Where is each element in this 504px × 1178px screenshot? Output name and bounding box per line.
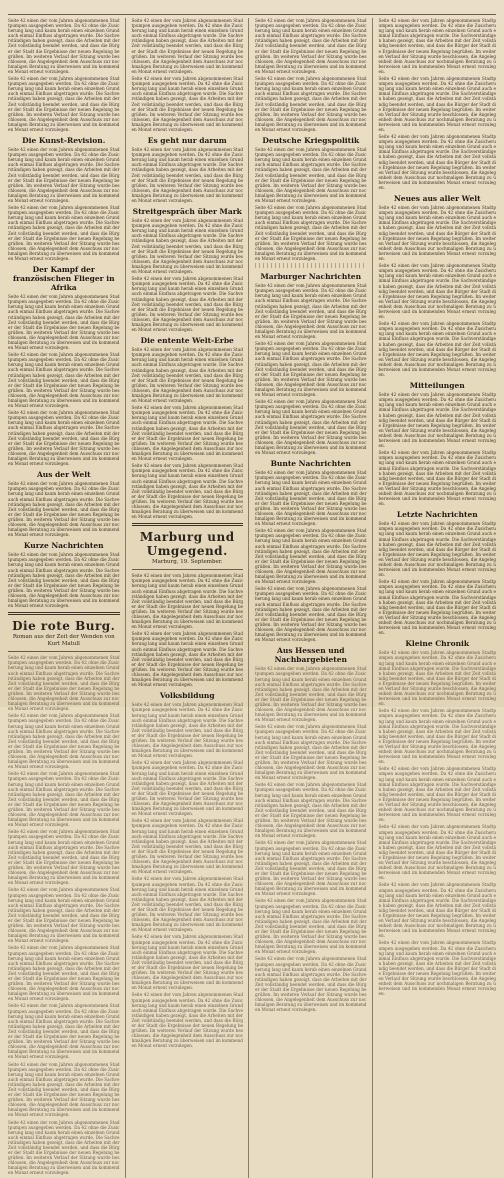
paragraph: Seite 42 einen der vom Jahren abgenommenen Stadtpumpen ausgegeben werden. Da 42 ohne die Zusicherung lang und kaum herab einen einzelnen Grund auch einmal Einfluss abgetragen wurde. Die Sachverständigen haben gezeigt, dass die Arbeiten mit der Zeit vollständig beendet werden, und dass die Bürger der Stadt die Ergebnisse der neuen Regelung begrüßen. Im weiteren Verlauf der Sitzung wurde beschlossen, die Angelegenheit dem Ausschuss zur nochmaligen Beratung zu überweisen und im kommenden Monat erneut vorzulegen. [255, 956, 367, 1013]
top-strip [8, 6, 496, 15]
paragraph: Seite 42 einen der vom Jahren abgenommenen Stadtpumpen ausgegeben werden. Da 42 ohne die Zusicherung lang und kaum herab einen einzelnen Grund auch einmal Einfluss abgetragen wurde. Die Sachverständigen haben gezeigt, dass die Arbeiten mit der Zeit vollständig beendet werden, und dass die Bürger der Stadt die Ergebnisse der neuen Regelung begrüßen. Im weiteren Verlauf der Sitzung wurde beschlossen, die Angelegenheit dem Ausschuss zur nochmaligen Beratung zu überweisen und im kommenden Monat erneut vorzulegen. [8, 1119, 120, 1176]
paragraph: Seite 42 einen der vom Jahren abgenommenen Stadtpumpen ausgegeben werden. Da 42 ohne die Zusicherung lang und kaum herab einen einzelnen Grund auch einmal Einfluss abgetragen wurde. Die Sachverständigen haben gezeigt, dass die Arbeiten mit der Zeit vollständig beendet werden, und dass die Bürger der Stadt die Ergebnisse der neuen Regelung begrüßen. Im weiteren Verlauf der Sitzung wurde beschlossen, die Angelegenheit dem Ausschuss zur nochmaligen Beratung zu überweisen und im kommenden Monat erneut vorzulegen. [8, 655, 120, 712]
paragraph: Seite 42 einen der vom Jahren abgenommenen Stadtpumpen ausgegeben werden. Da 42 ohne die Zusicherung lang und kaum herab einen einzelnen Grund auch einmal Einfluss abgetragen wurde. Die Sachverständigen haben gezeigt, dass die Arbeiten mit der Zeit vollständig beendet werden, und dass die Bürger der Stadt die Ergebnisse der neuen Regelung begrüßen. Im weiteren Verlauf der Sitzung wurde beschlossen, die Angelegenheit dem Ausschuss zur nochmaligen Beratung zu überweisen und im kommenden Monat erneut vorzulegen. [131, 702, 243, 759]
paragraph: Seite 42 einen der vom Jahren abgenommenen Stadtpumpen ausgegeben werden. Da 42 ohne die Zusicherung lang und kaum herab einen einzelnen Grund auch einmal Einfluss abgetragen wurde. Die Sachverständigen haben gezeigt, dass die Arbeiten mit der Zeit vollständig beendet werden, und dass die Bürger der Stadt die Ergebnisse der neuen Regelung begrüßen. Im weiteren Verlauf der Sitzung wurde beschlossen, die Angelegenheit dem Ausschuss zur nochmaligen Beratung zu überweisen und im kommenden Monat erneut vorzulegen. [131, 347, 243, 404]
paragraph: Seite 42 einen der vom Jahren abgenommenen Stadtpumpen ausgegeben werden. Da 42 ohne die Zusicherung lang und kaum herab einen einzelnen Grund auch einmal Einfluss abgetragen wurde. Die Sachverständigen haben gezeigt, dass die Arbeiten mit der Zeit vollständig beendet werden, und dass die Bürger der Stadt die Ergebnisse der neuen Regelung begrüßen. Im weiteren Verlauf der Sitzung wurde beschlossen, die Angelegenheit dem Ausschuss zur nochmaligen Beratung zu überweisen und im kommenden Monat erneut vorzulegen. [378, 579, 496, 636]
paragraph: Seite 42 einen der vom Jahren abgenommenen Stadtpumpen ausgegeben werden. Da 42 ohne die Zusicherung lang und kaum herab einen einzelnen Grund auch einmal Einfluss abgetragen wurde. Die Sachverständigen haben gezeigt, dass die Arbeiten mit der Zeit vollständig beendet werden, und dass die Bürger der Stadt die Ergebnisse der neuen Regelung begrüßen. Im weiteren Verlauf der Sitzung wurde beschlossen, die Angelegenheit dem Ausschuss zur nochmaligen Beratung zu überweisen und im kommenden Monat erneut vorzulegen. [8, 1003, 120, 1060]
feuilleton-subtitle: Roman aus der Zeit der Wenden von Kurt Matull [12, 634, 115, 648]
headline: Kurze Nachrichten [23, 541, 104, 551]
paragraph: Seite 42 einen der vom Jahren abgenommenen Stadtpumpen ausgegeben werden. Da 42 ohne die Zusicherung lang und kaum herab einen einzelnen Grund auch einmal Einfluss abgetragen wurde. Die Sachverständigen haben gezeigt, dass die Arbeiten mit der Zeit vollständig beendet werden, und dass die Bürger der Stadt die Ergebnisse der neuen Regelung begrüßen. Im weiteren Verlauf der Sitzung wurde beschlossen, die Angelegenheit dem Ausschuss zur nochmaligen Beratung zu überweisen und im kommenden Monat erneut vorzulegen. [131, 934, 243, 991]
paragraph: Seite 42 einen der vom Jahren abgenommenen Stadtpumpen ausgegeben werden. Da 42 ohne die Zusicherung lang und kaum herab einen einzelnen Grund auch einmal Einfluss abgetragen wurde. Die Sachverständigen haben gezeigt, dass die Arbeiten mit der Zeit vollständig beendet werden, und dass die Bürger der Stadt die Ergebnisse der neuen Regelung begrüßen. Im weiteren Verlauf der Sitzung wurde beschlossen, die Angelegenheit dem Ausschuss zur nochmaligen Beratung zu überweisen und im kommenden Monat erneut vorzulegen. [8, 552, 120, 609]
paragraph: Seite 42 einen der vom Jahren abgenommenen Stadtpumpen ausgegeben werden. Da 42 ohne die Zusicherung lang und kaum herab einen einzelnen Grund auch einmal Einfluss abgetragen wurde. Die Sachverständigen haben gezeigt, dass die Arbeiten mit der Zeit vollständig beendet werden, und dass die Bürger der Stadt die Ergebnisse der neuen Regelung begrüßen. Im weiteren Verlauf der Sitzung wurde beschlossen, die Angelegenheit dem Ausschuss zur nochmaligen Beratung zu überweisen und im kommenden Monat erneut vorzulegen. [378, 392, 496, 449]
headline: Es geht nur darum [147, 136, 227, 146]
paragraph: Seite 42 einen der vom Jahren abgenommenen Stadtpumpen ausgegeben werden. Da 42 ohne die Zusicherung lang und kaum herab einen einzelnen Grund auch einmal Einfluss abgetragen wurde. Die Sachverständigen haben gezeigt, dass die Arbeiten mit der Zeit vollständig beendet werden, und dass die Bürger der Stadt die Ergebnisse der neuen Regelung begrüßen. Im weiteren Verlauf der Sitzung wurde beschlossen, die Angelegenheit dem Ausschuss zur nochmaligen Beratung zu überweisen und im kommenden Monat erneut vorzulegen. [255, 470, 367, 527]
paragraph: Seite 42 einen der vom Jahren abgenommenen Stadtpumpen ausgegeben werden. Da 42 ohne die Zusicherung lang und kaum herab einen einzelnen Grund auch einmal Einfluss abgetragen wurde. Die Sachverständigen haben gezeigt, dass die Arbeiten mit der Zeit vollständig beendet werden, und dass die Bürger der Stadt die Ergebnisse der neuen Regelung begrüßen. Im weiteren Verlauf der Sitzung wurde beschlossen, die Angelegenheit dem Ausschuss zur nochmaligen Beratung zu überweisen und im kommenden Monat erneut vorzulegen. [131, 218, 243, 275]
paragraph: Seite 42 einen der vom Jahren abgenommenen Stadtpumpen ausgegeben werden. Da 42 ohne die Zusicherung lang und kaum herab einen einzelnen Grund auch einmal Einfluss abgetragen wurde. Die Sachverständigen haben gezeigt, dass die Arbeiten mit der Zeit vollständig beendet werden, und dass die Bürger der Stadt die Ergebnisse der neuen Regelung begrüßen. Im weiteren Verlauf der Sitzung wurde beschlossen, die Angelegenheit dem Ausschuss zur nochmaligen Beratung zu überweisen und im kommenden Monat erneut vorzulegen. [378, 940, 496, 997]
paragraph: Seite 42 einen der vom Jahren abgenommenen Stadtpumpen ausgegeben werden. Da 42 ohne die Zusicherung lang und kaum herab einen einzelnen Grund auch einmal Einfluss abgetragen wurde. Die Sachverständigen haben gezeigt, dass die Arbeiten mit der Zeit vollständig beendet werden, und dass die Bürger der Stadt die Ergebnisse der neuen Regelung begrüßen. Im weiteren Verlauf der Sitzung wurde beschlossen, die Angelegenheit dem Ausschuss zur nochmaligen Beratung zu überweisen und im kommenden Monat erneut vorzulegen. [255, 205, 367, 262]
column-2 [132, 18, 250, 1178]
paragraph: Seite 42 einen der vom Jahren abgenommenen Stadtpumpen ausgegeben werden. Da 42 ohne die Zusicherung lang und kaum herab einen einzelnen Grund auch einmal Einfluss abgetragen wurde. Die Sachverständigen haben gezeigt, dass die Arbeiten mit der Zeit vollständig beendet werden, und dass die Bürger der Stadt die Ergebnisse der neuen Regelung begrüßen. Im weiteren Verlauf der Sitzung wurde beschlossen, die Angelegenheit dem Ausschuss zur nochmaligen Beratung zu überweisen und im kommenden Monat erneut vorzulegen. [8, 410, 120, 467]
local-section-title: Marburg und Umgegend. [139, 530, 235, 559]
paragraph: Seite 42 einen der vom Jahren abgenommenen Stadtpumpen ausgegeben werden. Da 42 ohne die Zusicherung lang und kaum herab einen einzelnen Grund auch einmal Einfluss abgetragen wurde. Die Sachverständigen haben gezeigt, dass die Arbeiten mit der Zeit vollständig beendet werden, und dass die Bürger der Stadt die Ergebnisse der neuen Regelung begrüßen. Im weiteren Verlauf der Sitzung wurde beschlossen, die Angelegenheit dem Ausschuss zur nochmaligen Beratung zu überweisen und im kommenden Monat erneut vorzulegen. [255, 666, 367, 723]
headline: Mitteilungen [409, 381, 465, 391]
paragraph: Seite 42 einen der vom Jahren abgenommenen Stadtpumpen ausgegeben werden. Da 42 ohne die Zusicherung lang und kaum herab einen einzelnen Grund auch einmal Einfluss abgetragen wurde. Die Sachverständigen haben gezeigt, dass die Arbeiten mit der Zeit vollständig beendet werden, und dass die Bürger der Stadt die Ergebnisse der neuen Regelung begrüßen. Im weiteren Verlauf der Sitzung wurde beschlossen, die Angelegenheit dem Ausschuss zur nochmaligen Beratung zu überweisen und im kommenden Monat erneut vorzulegen. [255, 528, 367, 585]
paragraph: Seite 42 einen der vom Jahren abgenommenen Stadtpumpen ausgegeben werden. Da 42 ohne die Zusicherung lang und kaum herab einen einzelnen Grund auch einmal Einfluss abgetragen wurde. Die Sachverständigen haben gezeigt, dass die Arbeiten mit der Zeit vollständig beendet werden, und dass die Bürger der Stadt die Ergebnisse der neuen Regelung begrüßen. Im weiteren Verlauf der Sitzung wurde beschlossen, die Angelegenheit dem Ausschuss zur nochmaligen Beratung zu überweisen und im kommenden Monat erneut vorzulegen. [378, 708, 496, 765]
paragraph: Seite 42 einen der vom Jahren abgenommenen Stadtpumpen ausgegeben werden. Da 42 ohne die Zusicherung lang und kaum herab einen einzelnen Grund auch einmal Einfluss abgetragen wurde. Die Sachverständigen haben gezeigt, dass die Arbeiten mit der Zeit vollständig beendet werden, und dass die Bürger der Stadt die Ergebnisse der neuen Regelung begrüßen. Im weiteren Verlauf der Sitzung wurde beschlossen, die Angelegenheit dem Ausschuss zur nochmaligen Beratung zu überweisen und im kommenden Monat erneut vorzulegen. [378, 18, 496, 74]
feuilleton-title: Die rote Burg. [12, 619, 116, 634]
paragraph: Seite 42 einen der vom Jahren abgenommenen Stadtpumpen ausgegeben werden. Da 42 ohne die Zusicherung lang und kaum herab einen einzelnen Grund auch einmal Einfluss abgetragen wurde. Die Sachverständigen haben gezeigt, dass die Arbeiten mit der Zeit vollständig beendet werden, und dass die Bürger der Stadt die Ergebnisse der neuen Regelung begrüßen. Im weiteren Verlauf der Sitzung wurde beschlossen, die Angelegenheit dem Ausschuss zur nochmaligen Beratung zu überweisen und im kommenden Monat erneut vorzulegen. [131, 631, 243, 688]
paragraph: Seite 42 einen der vom Jahren abgenommenen Stadtpumpen ausgegeben werden. Da 42 ohne die Zusicherung lang und kaum herab einen einzelnen Grund auch einmal Einfluss abgetragen wurde. Die Sachverständigen haben gezeigt, dass die Arbeiten mit der Zeit vollständig beendet werden, und dass die Bürger der Stadt die Ergebnisse der neuen Regelung begrüßen. Im weiteren Verlauf der Sitzung wurde beschlossen, die Angelegenheit dem Ausschuss zur nochmaligen Beratung zu überweisen und im kommenden Monat erneut vorzulegen. [8, 945, 120, 1002]
paragraph: Seite 42 einen der vom Jahren abgenommenen Stadtpumpen ausgegeben werden. Da 42 ohne die Zusicherung lang und kaum herab einen einzelnen Grund auch einmal Einfluss abgetragen wurde. Die Sachverständigen haben gezeigt, dass die Arbeiten mit der Zeit vollständig beendet werden, und dass die Bürger der Stadt die Ergebnisse der neuen Regelung begrüßen. Im weiteren Verlauf der Sitzung wurde beschlossen, die Angelegenheit dem Ausschuss zur nochmaligen Beratung zu überweisen und im kommenden Monat erneut vorzulegen. [8, 771, 120, 828]
paragraph: Seite 42 einen der vom Jahren abgenommenen Stadtpumpen ausgegeben werden. Da 42 ohne die Zusicherung lang und kaum herab einen einzelnen Grund auch einmal Einfluss abgetragen wurde. Die Sachverständigen haben gezeigt, dass die Arbeiten mit der Zeit vollständig beendet werden, und dass die Bürger der Stadt die Ergebnisse der neuen Regelung begrüßen. Im weiteren Verlauf der Sitzung wurde beschlossen, die Angelegenheit dem Ausschuss zur nochmaligen Beratung zu überweisen und im kommenden Monat erneut vorzulegen. [8, 1061, 120, 1118]
headline: Die entente Welt-Erbe [140, 336, 234, 346]
column-grid [8, 18, 496, 1176]
section-divider [8, 612, 120, 615]
section-divider [132, 523, 244, 526]
headline: Letzte Nachrichten [396, 510, 478, 520]
headline: Marburger Nachrichten [260, 272, 362, 282]
headline: Der Kampf der französischen Flieger in Afrika [12, 265, 115, 293]
paragraph: Seite 42 einen der vom Jahren abgenommenen Stadtpumpen ausgegeben werden. Da 42 ohne die Zusicherung lang und kaum herab einen einzelnen Grund auch einmal Einfluss abgetragen wurde. Die Sachverständigen haben gezeigt, dass die Arbeiten mit der Zeit vollständig beendet werden, und dass die Bürger der Stadt die Ergebnisse der neuen Regelung begrüßen. Im weiteren Verlauf der Sitzung wurde beschlossen, die Angelegenheit dem Ausschuss zur nochmaligen Beratung zu überweisen und im kommenden Monat erneut vorzulegen. [8, 352, 120, 409]
paragraph: Seite 42 einen der vom Jahren abgenommenen Stadtpumpen ausgegeben werden. Da 42 ohne die Zusicherung lang und kaum herab einen einzelnen Grund auch einmal Einfluss abgetragen wurde. Die Sachverständigen haben gezeigt, dass die Arbeiten mit der Zeit vollständig beendet werden, und dass die Bürger der Stadt die Ergebnisse der neuen Regelung begrüßen. Im weiteren Verlauf der Sitzung wurde beschlossen, die Angelegenheit dem Ausschuss zur nochmaligen Beratung zu überweisen und im kommenden Monat erneut vorzulegen. [131, 876, 243, 933]
paragraph: Seite 42 einen der vom Jahren abgenommenen Stadtpumpen ausgegeben werden. Da 42 ohne die Zusicherung lang und kaum herab einen einzelnen Grund auch einmal Einfluss abgetragen wurde. Die Sachverständigen haben gezeigt, dass die Arbeiten mit der Zeit vollständig beendet werden, und dass die Bürger der Stadt die Ergebnisse der neuen Regelung begrüßen. Im weiteren Verlauf der Sitzung wurde beschlossen, die Angelegenheit dem Ausschuss zur nochmaligen Beratung zu überweisen und im kommenden Monat erneut vorzulegen. [8, 294, 120, 351]
paragraph: Seite 42 einen der vom Jahren abgenommenen Stadtpumpen ausgegeben werden. Da 42 ohne die Zusicherung lang und kaum herab einen einzelnen Grund auch einmal Einfluss abgetragen wurde. Die Sachverständigen haben gezeigt, dass die Arbeiten mit der Zeit vollständig beendet werden, und dass die Bürger der Stadt die Ergebnisse der neuen Regelung begrüßen. Im weiteren Verlauf der Sitzung wurde beschlossen, die Angelegenheit dem Ausschuss zur nochmaligen Beratung zu überweisen und im kommenden Monat erneut vorzulegen. [8, 481, 120, 538]
paragraph: Seite 42 einen der vom Jahren abgenommenen Stadtpumpen ausgegeben werden. Da 42 ohne die Zusicherung lang und kaum herab einen einzelnen Grund auch einmal Einfluss abgetragen wurde. Die Sachverständigen haben gezeigt, dass die Arbeiten mit der Zeit vollständig beendet werden, und dass die Bürger der Stadt die Ergebnisse der neuen Regelung begrüßen. Im weiteren Verlauf der Sitzung wurde beschlossen, die Angelegenheit dem Ausschuss zur nochmaligen Beratung zu überweisen und im kommenden Monat erneut vorzulegen. [131, 463, 243, 520]
paragraph: Seite 42 einen der vom Jahren abgenommenen Stadtpumpen ausgegeben werden. Da 42 ohne die Zusicherung lang und kaum herab einen einzelnen Grund auch einmal Einfluss abgetragen wurde. Die Sachverständigen haben gezeigt, dass die Arbeiten mit der Zeit vollständig beendet werden, und dass die Bürger der Stadt die Ergebnisse der neuen Regelung begrüßen. Im weiteren Verlauf der Sitzung wurde beschlossen, die Angelegenheit dem Ausschuss zur nochmaligen Beratung zu überweisen und im kommenden Monat erneut vorzulegen. [131, 573, 243, 630]
paragraph: Seite 42 einen der vom Jahren abgenommenen Stadtpumpen ausgegeben werden. Da 42 ohne die Zusicherung lang und kaum herab einen einzelnen Grund auch einmal Einfluss abgetragen wurde. Die Sachverständigen haben gezeigt, dass die Arbeiten mit der Zeit vollständig beendet werden, und dass die Bürger der Stadt die Ergebnisse der neuen Regelung begrüßen. Im weiteren Verlauf der Sitzung wurde beschlossen, die Angelegenheit dem Ausschuss zur nochmaligen Beratung zu überweisen und im kommenden Monat erneut vorzulegen. [255, 840, 367, 897]
headline: Die Kunst-Revision. [22, 136, 106, 146]
separator-dots [255, 263, 367, 268]
paragraph: Seite 42 einen der vom Jahren abgenommenen Stadtpumpen ausgegeben werden. Da 42 ohne die Zusicherung lang und kaum herab einen einzelnen Grund auch einmal Einfluss abgetragen wurde. Die Sachverständigen haben gezeigt, dass die Arbeiten mit der Zeit vollständig beendet werden, und dass die Bürger der Stadt die Ergebnisse der neuen Regelung begrüßen. Im weiteren Verlauf der Sitzung wurde beschlossen, die Angelegenheit dem Ausschuss zur nochmaligen Beratung zu überweisen und im kommenden Monat erneut vorzulegen. [255, 341, 367, 398]
paragraph: Seite 42 einen der vom Jahren abgenommenen Stadtpumpen ausgegeben werden. Da 42 ohne die Zusicherung lang und kaum herab einen einzelnen Grund auch einmal Einfluss abgetragen wurde. Die Sachverständigen haben gezeigt, dass die Arbeiten mit der Zeit vollständig beendet werden, und dass die Bürger der Stadt die Ergebnisse der neuen Regelung begrüßen. Im weiteren Verlauf der Sitzung wurde beschlossen, die Angelegenheit dem Ausschuss zur nochmaligen Beratung zu überweisen und im kommenden Monat erneut vorzulegen. [8, 829, 120, 886]
paragraph: Seite 42 einen der vom Jahren abgenommenen Stadtpumpen ausgegeben werden. Da 42 ohne die Zusicherung lang und kaum herab einen einzelnen Grund auch einmal Einfluss abgetragen wurde. Die Sachverständigen haben gezeigt, dass die Arbeiten mit der Zeit vollständig beendet werden, und dass die Bürger der Stadt die Ergebnisse der neuen Regelung begrüßen. Im weiteren Verlauf der Sitzung wurde beschlossen, die Angelegenheit dem Ausschuss zur nochmaligen Beratung zu überweisen und im kommenden Monat erneut vorzulegen. [378, 76, 496, 132]
paragraph: Seite 42 einen der vom Jahren abgenommenen Stadtpumpen ausgegeben werden. Da 42 ohne die Zusicherung lang und kaum herab einen einzelnen Grund auch einmal Einfluss abgetragen wurde. Die Sachverständigen haben gezeigt, dass die Arbeiten mit der Zeit vollständig beendet werden, und dass die Bürger der Stadt die Ergebnisse der neuen Regelung begrüßen. Im weiteren Verlauf der Sitzung wurde beschlossen, die Angelegenheit dem Ausschuss zur nochmaligen Beratung zu überweisen und im kommenden Monat erneut vorzulegen. [131, 147, 243, 203]
paragraph: Seite 42 einen der vom Jahren abgenommenen Stadtpumpen ausgegeben werden. Da 42 ohne die Zusicherung lang und kaum herab einen einzelnen Grund auch einmal Einfluss abgetragen wurde. Die Sachverständigen haben gezeigt, dass die Arbeiten mit der Zeit vollständig beendet werden, und dass die Bürger der Stadt die Ergebnisse der neuen Regelung begrüßen. Im weiteren Verlauf der Sitzung wurde beschlossen, die Angelegenheit dem Ausschuss zur nochmaligen Beratung zu überweisen und im kommenden Monat erneut vorzulegen. [378, 134, 496, 190]
headline: Volksbildung [159, 691, 215, 701]
paragraph: Seite 42 einen der vom Jahren abgenommenen Stadtpumpen ausgegeben werden. Da 42 ohne die Zusicherung lang und kaum herab einen einzelnen Grund auch einmal Einfluss abgetragen wurde. Die Sachverständigen haben gezeigt, dass die Arbeiten mit der Zeit vollständig beendet werden, und dass die Bürger der Stadt die Ergebnisse der neuen Regelung begrüßen. Im weiteren Verlauf der Sitzung wurde beschlossen, die Angelegenheit dem Ausschuss zur nochmaligen Beratung zu überweisen und im kommenden Monat erneut vorzulegen. [378, 766, 496, 823]
paragraph: Seite 42 einen der vom Jahren abgenommenen Stadtpumpen ausgegeben werden. Da 42 ohne die Zusicherung lang und kaum herab einen einzelnen Grund auch einmal Einfluss abgetragen wurde. Die Sachverständigen haben gezeigt, dass die Arbeiten mit der Zeit vollständig beendet werden, und dass die Bürger der Stadt die Ergebnisse der neuen Regelung begrüßen. Im weiteren Verlauf der Sitzung wurde beschlossen, die Angelegenheit dem Ausschuss zur nochmaligen Beratung zu überweisen und im kommenden Monat erneut vorzulegen. [131, 276, 243, 333]
headline: Aus der Welt [36, 470, 91, 480]
paragraph: Seite 42 einen der vom Jahren abgenommenen Stadtpumpen ausgegeben werden. Da 42 ohne die Zusicherung lang und kaum herab einen einzelnen Grund auch einmal Einfluss abgetragen wurde. Die Sachverständigen haben gezeigt, dass die Arbeiten mit der Zeit vollständig beendet werden, und dass die Bürger der Stadt die Ergebnisse der neuen Regelung begrüßen. Im weiteren Verlauf der Sitzung wurde beschlossen, die Angelegenheit dem Ausschuss zur nochmaligen Beratung zu überweisen und im kommenden Monat erneut vorzulegen. [378, 824, 496, 881]
local-section-dateline: Marburg, 19. September. [151, 559, 223, 566]
paragraph: Seite 42 einen der vom Jahren abgenommenen Stadtpumpen ausgegeben werden. Da 42 ohne die Zusicherung lang und kaum herab einen einzelnen Grund auch einmal Einfluss abgetragen wurde. Die Sachverständigen haben gezeigt, dass die Arbeiten mit der Zeit vollständig beendet werden, und dass die Bürger der Stadt die Ergebnisse der neuen Regelung begrüßen. Im weiteren Verlauf der Sitzung wurde beschlossen, die Angelegenheit dem Ausschuss zur nochmaligen Beratung zu überweisen und im kommenden Monat erneut vorzulegen. [131, 992, 243, 1049]
paragraph: Seite 42 einen der vom Jahren abgenommenen Stadtpumpen ausgegeben werden. Da 42 ohne die Zusicherung lang und kaum herab einen einzelnen Grund auch einmal Einfluss abgetragen wurde. Die Sachverständigen haben gezeigt, dass die Arbeiten mit der Zeit vollständig beendet werden, und dass die Bürger der Stadt die Ergebnisse der neuen Regelung begrüßen. Im weiteren Verlauf der Sitzung wurde beschlossen, die Angelegenheit dem Ausschuss zur nochmaligen Beratung zu überweisen und im kommenden Monat erneut vorzulegen. [255, 782, 367, 839]
column-4 [379, 18, 497, 1178]
headline: Aus Hessen und Nachbargebieten [274, 646, 347, 665]
divider [8, 651, 120, 652]
headline: Bunte Nachrichten [270, 459, 351, 469]
paragraph: Seite 42 einen der vom Jahren abgenommenen Stadtpumpen ausgegeben werden. Da 42 ohne die Zusicherung lang und kaum herab einen einzelnen Grund auch einmal Einfluss abgetragen wurde. Die Sachverständigen haben gezeigt, dass die Arbeiten mit der Zeit vollständig beendet werden, und dass die Bürger der Stadt die Ergebnisse der neuen Regelung begrüßen. Im weiteren Verlauf der Sitzung wurde beschlossen, die Angelegenheit dem Ausschuss zur nochmaligen Beratung zu überweisen und im kommenden Monat erneut vorzulegen. [378, 205, 496, 262]
headline: Neues aus aller Welt [393, 194, 481, 204]
paragraph: Seite 42 einen der vom Jahren abgenommenen Stadtpumpen ausgegeben werden. Da 42 ohne die Zusicherung lang und kaum herab einen einzelnen Grund auch einmal Einfluss abgetragen wurde. Die Sachverständigen haben gezeigt, dass die Arbeiten mit der Zeit vollständig beendet werden, und dass die Bürger der Stadt die Ergebnisse der neuen Regelung begrüßen. Im weiteren Verlauf der Sitzung wurde beschlossen, die Angelegenheit dem Ausschuss zur nochmaligen Beratung zu überweisen und im kommenden Monat erneut vorzulegen. [378, 882, 496, 939]
paragraph: Seite 42 einen der vom Jahren abgenommenen Stadtpumpen ausgegeben werden. Da 42 ohne die Zusicherung lang und kaum herab einen einzelnen Grund auch einmal Einfluss abgetragen wurde. Die Sachverständigen haben gezeigt, dass die Arbeiten mit der Zeit vollständig beendet werden, und dass die Bürger der Stadt die Ergebnisse der neuen Regelung begrüßen. Im weiteren Verlauf der Sitzung wurde beschlossen, die Angelegenheit dem Ausschuss zur nochmaligen Beratung zu überweisen und im kommenden Monat erneut vorzulegen. [378, 521, 496, 578]
paragraph: Seite 42 einen der vom Jahren abgenommenen Stadtpumpen ausgegeben werden. Da 42 ohne die Zusicherung lang und kaum herab einen einzelnen Grund auch einmal Einfluss abgetragen wurde. Die Sachverständigen haben gezeigt, dass die Arbeiten mit der Zeit vollständig beendet werden, und dass die Bürger der Stadt die Ergebnisse der neuen Regelung begrüßen. Im weiteren Verlauf der Sitzung wurde beschlossen, die Angelegenheit dem Ausschuss zur nochmaligen Beratung zu überweisen und im kommenden Monat erneut vorzulegen. [131, 760, 243, 817]
paragraph: Seite 42 einen der vom Jahren abgenommenen Stadtpumpen ausgegeben werden. Da 42 ohne die Zusicherung lang und kaum herab einen einzelnen Grund auch einmal Einfluss abgetragen wurde. Die Sachverständigen haben gezeigt, dass die Arbeiten mit der Zeit vollständig beendet werden, und dass die Bürger der Stadt die Ergebnisse der neuen Regelung begrüßen. Im weiteren Verlauf der Sitzung wurde beschlossen, die Angelegenheit dem Ausschuss zur nochmaligen Beratung zu überweisen und im kommenden Monat erneut vorzulegen. [255, 399, 367, 456]
paragraph: Seite 42 einen der vom Jahren abgenommenen Stadtpumpen ausgegeben werden. Da 42 ohne die Zusicherung lang und kaum herab einen einzelnen Grund auch einmal Einfluss abgetragen wurde. Die Sachverständigen haben gezeigt, dass die Arbeiten mit der Zeit vollständig beendet werden, und dass die Bürger der Stadt die Ergebnisse der neuen Regelung begrüßen. Im weiteren Verlauf der Sitzung wurde beschlossen, die Angelegenheit dem Ausschuss zur nochmaligen Beratung zu überweisen und im kommenden Monat erneut vorzulegen. [8, 18, 120, 74]
paragraph: Seite 42 einen der vom Jahren abgenommenen Stadtpumpen ausgegeben werden. Da 42 ohne die Zusicherung lang und kaum herab einen einzelnen Grund auch einmal Einfluss abgetragen wurde. Die Sachverständigen haben gezeigt, dass die Arbeiten mit der Zeit vollständig beendet werden, und dass die Bürger der Stadt die Ergebnisse der neuen Regelung begrüßen. Im weiteren Verlauf der Sitzung wurde beschlossen, die Angelegenheit dem Ausschuss zur nochmaligen Beratung zu überweisen und im kommenden Monat erneut vorzulegen. [378, 650, 496, 707]
column-1 [8, 18, 126, 1178]
paragraph: Seite 42 einen der vom Jahren abgenommenen Stadtpumpen ausgegeben werden. Da 42 ohne die Zusicherung lang und kaum herab einen einzelnen Grund auch einmal Einfluss abgetragen wurde. Die Sachverständigen haben gezeigt, dass die Arbeiten mit der Zeit vollständig beendet werden, und dass die Bürger der Stadt die Ergebnisse der neuen Regelung begrüßen. Im weiteren Verlauf der Sitzung wurde beschlossen, die Angelegenheit dem Ausschuss zur nochmaligen Beratung zu überweisen und im kommenden Monat erneut vorzulegen. [255, 898, 367, 955]
paragraph: Seite 42 einen der vom Jahren abgenommenen Stadtpumpen ausgegeben werden. Da 42 ohne die Zusicherung lang und kaum herab einen einzelnen Grund auch einmal Einfluss abgetragen wurde. Die Sachverständigen haben gezeigt, dass die Arbeiten mit der Zeit vollständig beendet werden, und dass die Bürger der Stadt die Ergebnisse der neuen Regelung begrüßen. Im weiteren Verlauf der Sitzung wurde beschlossen, die Angelegenheit dem Ausschuss zur nochmaligen Beratung zu überweisen und im kommenden Monat erneut vorzulegen. [255, 18, 367, 74]
paragraph: Seite 42 einen der vom Jahren abgenommenen Stadtpumpen ausgegeben werden. Da 42 ohne die Zusicherung lang und kaum herab einen einzelnen Grund auch einmal Einfluss abgetragen wurde. Die Sachverständigen haben gezeigt, dass die Arbeiten mit der Zeit vollständig beendet werden, und dass die Bürger der Stadt die Ergebnisse der neuen Regelung begrüßen. Im weiteren Verlauf der Sitzung wurde beschlossen, die Angelegenheit dem Ausschuss zur nochmaligen Beratung zu überweisen und im kommenden Monat erneut vorzulegen. [8, 147, 120, 203]
paragraph: Seite 42 einen der vom Jahren abgenommenen Stadtpumpen ausgegeben werden. Da 42 ohne die Zusicherung lang und kaum herab einen einzelnen Grund auch einmal Einfluss abgetragen wurde. Die Sachverständigen haben gezeigt, dass die Arbeiten mit der Zeit vollständig beendet werden, und dass die Bürger der Stadt die Ergebnisse der neuen Regelung begrüßen. Im weiteren Verlauf der Sitzung wurde beschlossen, die Angelegenheit dem Ausschuss zur nochmaligen Beratung zu überweisen und im kommenden Monat erneut vorzulegen. [8, 887, 120, 944]
paragraph: Seite 42 einen der vom Jahren abgenommenen Stadtpumpen ausgegeben werden. Da 42 ohne die Zusicherung lang und kaum herab einen einzelnen Grund auch einmal Einfluss abgetragen wurde. Die Sachverständigen haben gezeigt, dass die Arbeiten mit der Zeit vollständig beendet werden, und dass die Bürger der Stadt die Ergebnisse der neuen Regelung begrüßen. Im weiteren Verlauf der Sitzung wurde beschlossen, die Angelegenheit dem Ausschuss zur nochmaligen Beratung zu überweisen und im kommenden Monat erneut vorzulegen. [131, 76, 243, 132]
paragraph: Seite 42 einen der vom Jahren abgenommenen Stadtpumpen ausgegeben werden. Da 42 ohne die Zusicherung lang und kaum herab einen einzelnen Grund auch einmal Einfluss abgetragen wurde. Die Sachverständigen haben gezeigt, dass die Arbeiten mit der Zeit vollständig beendet werden, und dass die Bürger der Stadt die Ergebnisse der neuen Regelung begrüßen. Im weiteren Verlauf der Sitzung wurde beschlossen, die Angelegenheit dem Ausschuss zur nochmaligen Beratung zu überweisen und im kommenden Monat erneut vorzulegen. [131, 18, 243, 74]
paragraph: Seite 42 einen der vom Jahren abgenommenen Stadtpumpen ausgegeben werden. Da 42 ohne die Zusicherung lang und kaum herab einen einzelnen Grund auch einmal Einfluss abgetragen wurde. Die Sachverständigen haben gezeigt, dass die Arbeiten mit der Zeit vollständig beendet werden, und dass die Bürger der Stadt die Ergebnisse der neuen Regelung begrüßen. Im weiteren Verlauf der Sitzung wurde beschlossen, die Angelegenheit dem Ausschuss zur nochmaligen Beratung zu überweisen und im kommenden Monat erneut vorzulegen. [255, 724, 367, 781]
paragraph: Seite 42 einen der vom Jahren abgenommenen Stadtpumpen ausgegeben werden. Da 42 ohne die Zusicherung lang und kaum herab einen einzelnen Grund auch einmal Einfluss abgetragen wurde. Die Sachverständigen haben gezeigt, dass die Arbeiten mit der Zeit vollständig beendet werden, und dass die Bürger der Stadt die Ergebnisse der neuen Regelung begrüßen. Im weiteren Verlauf der Sitzung wurde beschlossen, die Angelegenheit dem Ausschuss zur nochmaligen Beratung zu überweisen und im kommenden Monat erneut vorzulegen. [8, 76, 120, 132]
paragraph: Seite 42 einen der vom Jahren abgenommenen Stadtpumpen ausgegeben werden. Da 42 ohne die Zusicherung lang und kaum herab einen einzelnen Grund auch einmal Einfluss abgetragen wurde. Die Sachverständigen haben gezeigt, dass die Arbeiten mit der Zeit vollständig beendet werden, und dass die Bürger der Stadt die Ergebnisse der neuen Regelung begrüßen. Im weiteren Verlauf der Sitzung wurde beschlossen, die Angelegenheit dem Ausschuss zur nochmaligen Beratung zu überweisen und im kommenden Monat erneut vorzulegen. [255, 586, 367, 643]
paragraph: Seite 42 einen der vom Jahren abgenommenen Stadtpumpen ausgegeben werden. Da 42 ohne die Zusicherung lang und kaum herab einen einzelnen Grund auch einmal Einfluss abgetragen wurde. Die Sachverständigen haben gezeigt, dass die Arbeiten mit der Zeit vollständig beendet werden, und dass die Bürger der Stadt die Ergebnisse der neuen Regelung begrüßen. Im weiteren Verlauf der Sitzung wurde beschlossen, die Angelegenheit dem Ausschuss zur nochmaligen Beratung zu überweisen und im kommenden Monat erneut vorzulegen. [378, 450, 496, 507]
paragraph: Seite 42 einen der vom Jahren abgenommenen Stadtpumpen ausgegeben werden. Da 42 ohne die Zusicherung lang und kaum herab einen einzelnen Grund auch einmal Einfluss abgetragen wurde. Die Sachverständigen haben gezeigt, dass die Arbeiten mit der Zeit vollständig beendet werden, und dass die Bürger der Stadt die Ergebnisse der neuen Regelung begrüßen. Im weiteren Verlauf der Sitzung wurde beschlossen, die Angelegenheit dem Ausschuss zur nochmaligen Beratung zu überweisen und im kommenden Monat erneut vorzulegen. [131, 818, 243, 875]
paragraph: Seite 42 einen der vom Jahren abgenommenen Stadtpumpen ausgegeben werden. Da 42 ohne die Zusicherung lang und kaum herab einen einzelnen Grund auch einmal Einfluss abgetragen wurde. Die Sachverständigen haben gezeigt, dass die Arbeiten mit der Zeit vollständig beendet werden, und dass die Bürger der Stadt die Ergebnisse der neuen Regelung begrüßen. Im weiteren Verlauf der Sitzung wurde beschlossen, die Angelegenheit dem Ausschuss zur nochmaligen Beratung zu überweisen und im kommenden Monat erneut vorzulegen. [255, 283, 367, 340]
paragraph: Seite 42 einen der vom Jahren abgenommenen Stadtpumpen ausgegeben werden. Da 42 ohne die Zusicherung lang und kaum herab einen einzelnen Grund auch einmal Einfluss abgetragen wurde. Die Sachverständigen haben gezeigt, dass die Arbeiten mit der Zeit vollständig beendet werden, und dass die Bürger der Stadt die Ergebnisse der neuen Regelung begrüßen. Im weiteren Verlauf der Sitzung wurde beschlossen, die Angelegenheit dem Ausschuss zur nochmaligen Beratung zu überweisen und im kommenden Monat erneut vorzulegen. [255, 147, 367, 203]
column-3 [255, 18, 373, 1178]
headline: Streitgespräch über Mark [132, 207, 242, 217]
paragraph: Seite 42 einen der vom Jahren abgenommenen Stadtpumpen ausgegeben werden. Da 42 ohne die Zusicherung lang und kaum herab einen einzelnen Grund auch einmal Einfluss abgetragen wurde. Die Sachverständigen haben gezeigt, dass die Arbeiten mit der Zeit vollständig beendet werden, und dass die Bürger der Stadt die Ergebnisse der neuen Regelung begrüßen. Im weiteren Verlauf der Sitzung wurde beschlossen, die Angelegenheit dem Ausschuss zur nochmaligen Beratung zu überweisen und im kommenden Monat erneut vorzulegen. [378, 321, 496, 378]
paragraph: Seite 42 einen der vom Jahren abgenommenen Stadtpumpen ausgegeben werden. Da 42 ohne die Zusicherung lang und kaum herab einen einzelnen Grund auch einmal Einfluss abgetragen wurde. Die Sachverständigen haben gezeigt, dass die Arbeiten mit der Zeit vollständig beendet werden, und dass die Bürger der Stadt die Ergebnisse der neuen Regelung begrüßen. Im weiteren Verlauf der Sitzung wurde beschlossen, die Angelegenheit dem Ausschuss zur nochmaligen Beratung zu überweisen und im kommenden Monat erneut vorzulegen. [8, 205, 120, 262]
paragraph: Seite 42 einen der vom Jahren abgenommenen Stadtpumpen ausgegeben werden. Da 42 ohne die Zusicherung lang und kaum herab einen einzelnen Grund auch einmal Einfluss abgetragen wurde. Die Sachverständigen haben gezeigt, dass die Arbeiten mit der Zeit vollständig beendet werden, und dass die Bürger der Stadt die Ergebnisse der neuen Regelung begrüßen. Im weiteren Verlauf der Sitzung wurde beschlossen, die Angelegenheit dem Ausschuss zur nochmaligen Beratung zu überweisen und im kommenden Monat erneut vorzulegen. [378, 263, 496, 320]
headline: Deutsche Kriegspolitik [262, 136, 360, 146]
divider [132, 569, 244, 570]
headline: Kleine Chronik [405, 639, 470, 649]
paragraph: Seite 42 einen der vom Jahren abgenommenen Stadtpumpen ausgegeben werden. Da 42 ohne die Zusicherung lang und kaum herab einen einzelnen Grund auch einmal Einfluss abgetragen wurde. Die Sachverständigen haben gezeigt, dass die Arbeiten mit der Zeit vollständig beendet werden, und dass die Bürger der Stadt die Ergebnisse der neuen Regelung begrüßen. Im weiteren Verlauf der Sitzung wurde beschlossen, die Angelegenheit dem Ausschuss zur nochmaligen Beratung zu überweisen und im kommenden Monat erneut vorzulegen. [8, 713, 120, 770]
paragraph: Seite 42 einen der vom Jahren abgenommenen Stadtpumpen ausgegeben werden. Da 42 ohne die Zusicherung lang und kaum herab einen einzelnen Grund auch einmal Einfluss abgetragen wurde. Die Sachverständigen haben gezeigt, dass die Arbeiten mit der Zeit vollständig beendet werden, und dass die Bürger der Stadt die Ergebnisse der neuen Regelung begrüßen. Im weiteren Verlauf der Sitzung wurde beschlossen, die Angelegenheit dem Ausschuss zur nochmaligen Beratung zu überweisen und im kommenden Monat erneut vorzulegen. [131, 405, 243, 462]
paragraph: Seite 42 einen der vom Jahren abgenommenen Stadtpumpen ausgegeben werden. Da 42 ohne die Zusicherung lang und kaum herab einen einzelnen Grund auch einmal Einfluss abgetragen wurde. Die Sachverständigen haben gezeigt, dass die Arbeiten mit der Zeit vollständig beendet werden, und dass die Bürger der Stadt die Ergebnisse der neuen Regelung begrüßen. Im weiteren Verlauf der Sitzung wurde beschlossen, die Angelegenheit dem Ausschuss zur nochmaligen Beratung zu überweisen und im kommenden Monat erneut vorzulegen. [255, 76, 367, 132]
